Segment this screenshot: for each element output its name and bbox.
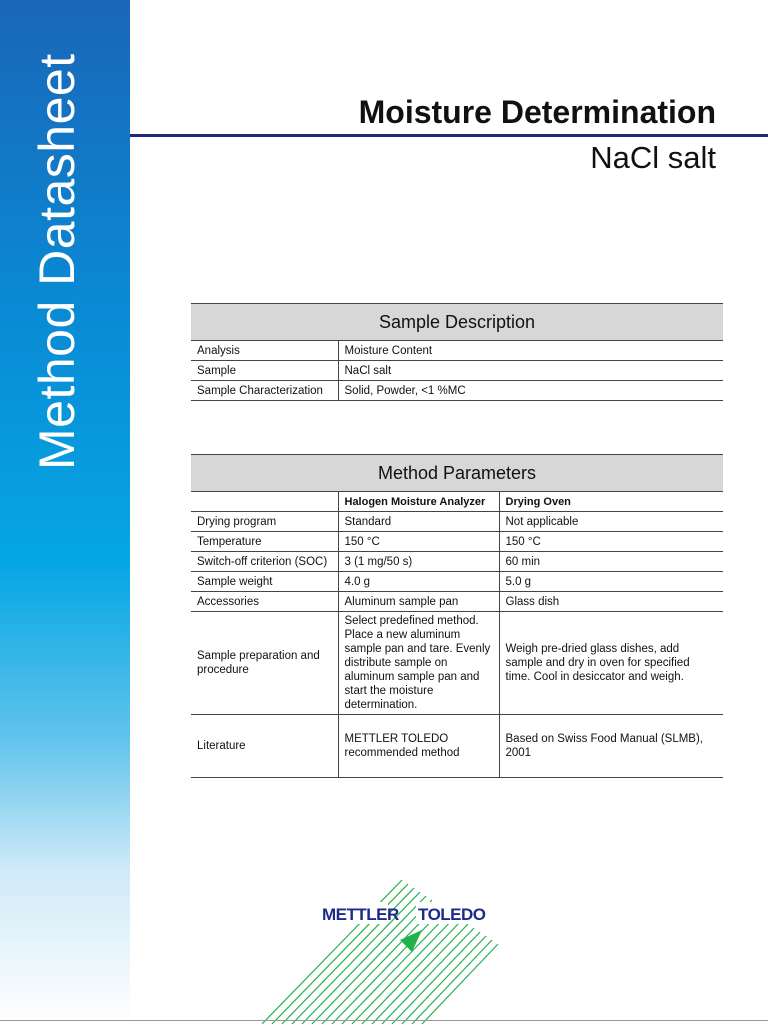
row-label: Temperature <box>191 532 338 552</box>
section-heading: Sample Description <box>191 304 723 341</box>
row-label: Literature <box>191 715 338 778</box>
row-label: Sample preparation and procedure <box>191 612 338 715</box>
logo-left-text: METTLER <box>322 905 399 924</box>
table-row <box>191 715 723 778</box>
sidebar-band <box>0 0 130 1024</box>
row-label: Accessories <box>191 592 338 612</box>
oven-value: 60 min <box>499 552 723 572</box>
oven-value: Glass dish <box>499 592 723 612</box>
column-header <box>191 492 338 512</box>
table-row <box>191 381 723 401</box>
row-label: Sample weight <box>191 572 338 592</box>
table-row <box>191 361 723 381</box>
table-row <box>191 552 723 572</box>
halogen-value: 150 °C <box>338 532 499 552</box>
column-header-row <box>191 492 723 512</box>
table-row <box>191 612 723 715</box>
row-label: Sample <box>191 361 338 381</box>
row-value: NaCl salt <box>338 361 723 381</box>
oven-value: 150 °C <box>499 532 723 552</box>
oven-value: 5.0 g <box>499 572 723 592</box>
table-row <box>191 512 723 532</box>
header-divider <box>130 134 768 137</box>
sample-description-table <box>191 303 723 401</box>
oven-value: Not applicable <box>499 512 723 532</box>
table-row <box>191 532 723 552</box>
page-title: Moisture Determination <box>358 94 716 130</box>
halogen-value: METTLER TOLEDO recommended method <box>338 715 499 778</box>
row-label: Drying program <box>191 512 338 532</box>
table-row <box>191 341 723 361</box>
halogen-value: Select predefined method. Place a new aluminum sample pan and tare. Evenly distribute sample on aluminum sample pan and start the moisture determination. <box>338 612 499 715</box>
mettler-toledo-logo <box>262 880 502 1024</box>
column-header: Halogen Moisture Analyzer <box>338 492 499 512</box>
page-subtitle: NaCl salt <box>590 140 716 175</box>
oven-value: Based on Swiss Food Manual (SLMB), 2001 <box>499 715 723 778</box>
logo-right-text: TOLEDO <box>418 905 486 924</box>
halogen-value: Standard <box>338 512 499 532</box>
halogen-value: Aluminum sample pan <box>338 592 499 612</box>
row-label: Analysis <box>191 341 338 361</box>
column-header: Drying Oven <box>499 492 723 512</box>
section-heading: Method Parameters <box>191 455 723 492</box>
table-row <box>191 572 723 592</box>
logo-mark-icon <box>262 880 502 1024</box>
footer-divider <box>0 1020 768 1021</box>
oven-value: Weigh pre-dried glass dishes, add sample and dry in oven for specified time. Cool in desiccator and weigh. <box>499 612 723 715</box>
row-label: Sample Characterization <box>191 381 338 401</box>
row-label: Switch-off criterion (SOC) <box>191 552 338 572</box>
row-value: Moisture Content <box>338 341 723 361</box>
table-row <box>191 592 723 612</box>
row-value: Solid, Powder, <1 %MC <box>338 381 723 401</box>
method-parameters-table <box>191 454 723 778</box>
sidebar-title: Method Datasheet <box>29 53 85 470</box>
halogen-value: 3 (1 mg/50 s) <box>338 552 499 572</box>
halogen-value: 4.0 g <box>338 572 499 592</box>
